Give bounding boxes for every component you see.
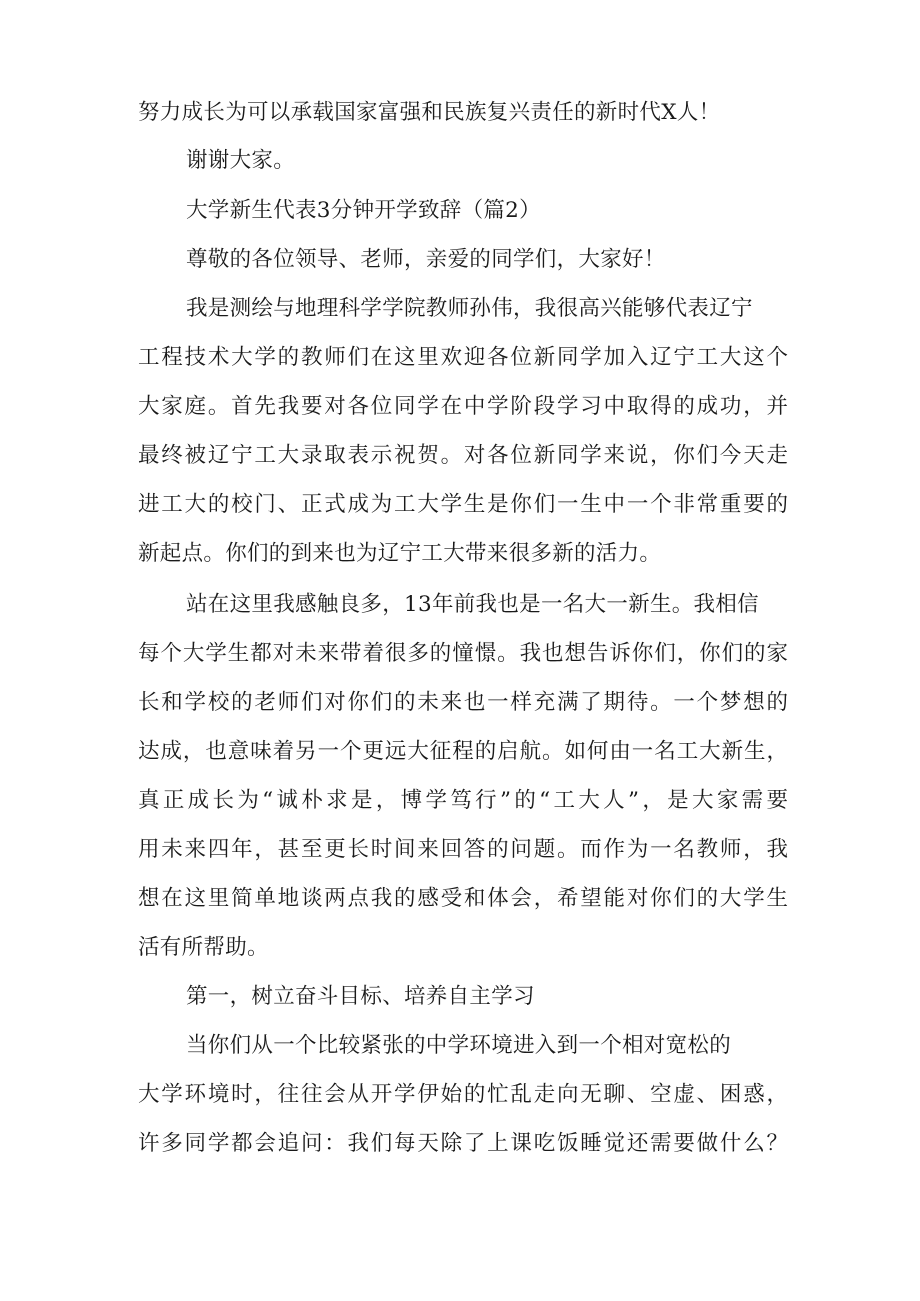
text-line: 尊敬的各位领导、老师，亲爱的同学们，大家好！ bbox=[186, 247, 666, 272]
section-heading: 第一，树立奋斗目标、培养自主学习 bbox=[186, 984, 535, 1009]
paragraph-line: 活有所帮助。 bbox=[138, 935, 269, 960]
paragraph-line: 工程技术大学的教师们在这里欢迎各位新同学加入辽宁工大这个 bbox=[138, 345, 788, 370]
paragraph-line: 许多同学都会追问：我们每天除了上课吃饭睡觉还需要做什么？ bbox=[138, 1131, 788, 1156]
paragraph-line: 大家庭。首先我要对各位同学在中学阶段学习中取得的成功，并 bbox=[138, 394, 788, 419]
section-heading: 大学新生代表3分钟开学致辞（篇2） bbox=[186, 198, 541, 223]
text-line: 谢谢大家。 bbox=[186, 148, 296, 173]
paragraph-line: 站在这里我感触良多，13年前我也是一名大一新生。我相信 bbox=[186, 592, 759, 617]
paragraph-line: 最终被辽宁工大录取表示祝贺。对各位新同学来说，你们今天走 bbox=[138, 443, 788, 468]
paragraph-line: 新起点。你们的到来也为辽宁工大带来很多新的活力。 bbox=[138, 541, 662, 566]
paragraph-line: 进工大的校门、正式成为工大学生是你们一生中一个非常重要的 bbox=[138, 492, 788, 517]
paragraph-line: 长和学校的老师们对你们的未来也一样充满了期待。一个梦想的 bbox=[138, 690, 788, 715]
paragraph-line: 每个大学生都对未来带着很多的憧憬。我也想告诉你们，你们的家 bbox=[138, 641, 788, 666]
paragraph-line: 当你们从一个比较紧张的中学环境进入到一个相对宽松的 bbox=[186, 1033, 732, 1058]
paragraph-line: 想在这里简单地谈两点我的感受和体会，希望能对你们的大学生 bbox=[138, 886, 788, 911]
paragraph-line: 真正成长为“诚朴求是，博学笃行”的“工大人”，是大家需要 bbox=[138, 788, 788, 813]
paragraph-line: 我是测绘与地理科学学院教师孙伟，我很高兴能够代表辽宁 bbox=[186, 296, 753, 321]
text-line: 努力成长为可以承载国家富强和民族复兴责任的新时代X人！ bbox=[138, 100, 721, 125]
paragraph-line: 达成，也意味着另一个更远大征程的启航。如何由一名工大新生， bbox=[138, 739, 788, 764]
paragraph-line: 大学环境时，往往会从开学伊始的忙乱走向无聊、空虚、困惑， bbox=[138, 1082, 788, 1107]
paragraph-line: 用未来四年，甚至更长时间来回答的问题。而作为一名教师，我 bbox=[138, 837, 788, 862]
